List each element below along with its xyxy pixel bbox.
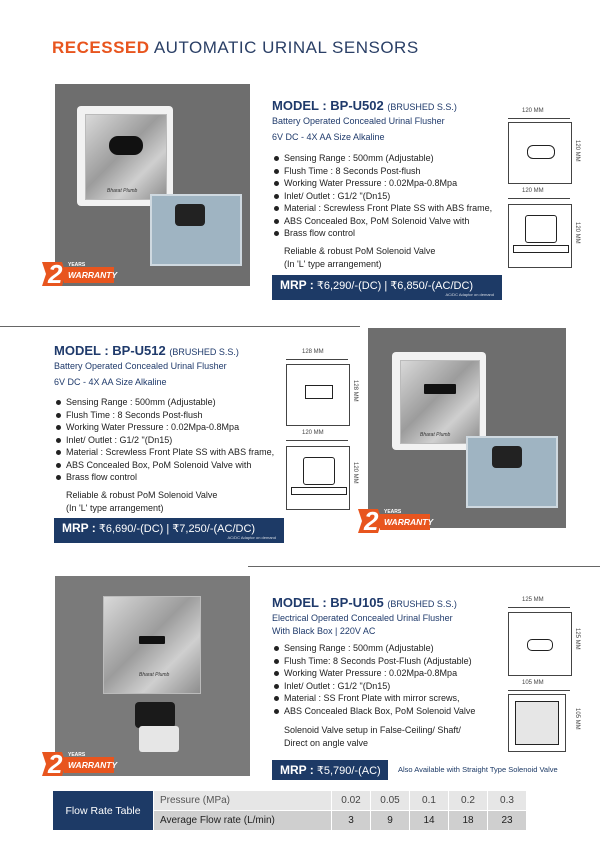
warranty-label: WARRANTY <box>68 760 118 770</box>
valve-note <box>66 489 217 514</box>
concealed-box-diagram <box>508 204 572 268</box>
spec-list-u105 <box>272 642 502 717</box>
page-title-accent: RECESSED <box>52 38 150 57</box>
pressure-cell: 0.2 <box>449 791 488 811</box>
dimension-label: 120 MM <box>574 222 580 244</box>
flow-cell: 3 <box>332 811 371 831</box>
mrp-label: MRP : <box>62 521 96 535</box>
warranty-years: 2 <box>48 259 63 289</box>
flow-cell: 9 <box>371 811 410 831</box>
spec-item: Material : SS Front Plate with mirror screws, <box>272 692 502 705</box>
spec-item: ABS Concealed Box, PoM Solenoid Valve with <box>54 459 284 472</box>
mrp-value: ₹6,290/-(DC) | ₹6,850/-(AC/DC) <box>316 280 474 292</box>
spec-item: Working Water Pressure : 0.02Mpa-0.8Mpa <box>54 421 284 434</box>
dimension-label: 105 MM <box>574 708 580 730</box>
note-line-2: Direct on angle valve <box>284 737 369 748</box>
dimension-label: 120 MM <box>522 188 544 194</box>
spec-item: Inlet/ Outlet : G1/2 "(Dn15) <box>54 434 284 447</box>
dimension-label: 120 MM <box>574 140 580 162</box>
pressure-cell: 0.3 <box>488 791 527 811</box>
spec-item: Brass flow control <box>272 227 502 240</box>
mrp-label: MRP : <box>280 278 314 292</box>
spec-item: Brass flow control <box>54 471 284 484</box>
note-line-1: Reliable & robust PoM Solenoid Valve <box>284 246 436 256</box>
spec-item: Material : Screwless Front Plate SS with ABS frame, <box>272 202 502 215</box>
note-line-2: (In 'L' type arrangement) <box>284 258 382 269</box>
page-title <box>52 38 419 58</box>
pressure-cell: 0.1 <box>410 791 449 811</box>
spec-item: Working Water Pressure : 0.02Mpa-0.8Mpa <box>272 177 502 190</box>
spec-item: Working Water Pressure : 0.02Mpa-0.8Mpa <box>272 667 502 680</box>
spec-item: Flush Time : 8 Seconds Post-flush <box>272 165 502 178</box>
section-divider <box>248 566 600 567</box>
flow-table-header-text: Flow Rate Table <box>65 804 141 817</box>
warranty-years: 2 <box>48 749 63 779</box>
spec-list-u512 <box>54 396 284 484</box>
note-line-1: Reliable & robust PoM Solenoid Valve <box>66 490 218 500</box>
model-finish: (BRUSHED S.S.) <box>387 599 457 609</box>
front-plate-diagram <box>508 122 572 184</box>
product-photo-u502 <box>55 84 250 286</box>
note-line-2: (In 'L' type arrangement) <box>66 502 164 513</box>
flow-cell: 23 <box>488 811 527 831</box>
flow-cell: 14 <box>410 811 449 831</box>
front-plate-diagram <box>508 612 572 676</box>
pressure-row-label: Pressure (MPa) <box>154 791 332 811</box>
dimension-label: 125 MM <box>574 628 580 650</box>
section-divider <box>0 326 360 327</box>
spec-item: Flush Time : 8 Seconds Post-flush <box>54 409 284 422</box>
spec-item: Inlet/ Outlet : G1/2 "(Dn15) <box>272 680 502 693</box>
flow-table-header <box>53 791 154 831</box>
model-finish: (BRUSHED S.S.) <box>387 102 457 112</box>
warranty-badge <box>40 748 116 780</box>
dimension-label: 128 MM <box>352 380 358 402</box>
product-description <box>272 115 445 144</box>
dimension-label: 120 MM <box>352 462 358 484</box>
warranty-label: WARRANTY <box>68 270 118 280</box>
warranty-years-label: YEARS <box>68 262 86 268</box>
description-line-2: 6V DC - 4X AA Size Alkaline <box>54 377 167 387</box>
model-title-u512 <box>54 343 239 358</box>
warranty-label: WARRANTY <box>384 517 434 527</box>
description-line-2: With Black Box | 220V AC <box>272 626 376 636</box>
model-name: MODEL : BP-U512 <box>54 343 166 358</box>
mrp-value: ₹5,790/-(AC) <box>316 765 381 777</box>
product-photo-u512 <box>368 328 566 528</box>
description-line-1: Battery Operated Concealed Urinal Flusher <box>54 361 227 371</box>
warranty-years: 2 <box>364 506 379 536</box>
concealed-box-diagram <box>286 446 350 510</box>
description-line-1: Battery Operated Concealed Urinal Flusher <box>272 116 445 126</box>
description-line-1: Electrical Operated Concealed Urinal Flusher <box>272 613 453 623</box>
pressure-cell: 0.02 <box>332 791 371 811</box>
dimension-label: 120 MM <box>522 108 544 114</box>
spec-item: Sensing Range : 500mm (Adjustable) <box>272 642 502 655</box>
page-title-rest: AUTOMATIC URINAL SENSORS <box>153 38 419 57</box>
front-plate-diagram <box>286 364 350 426</box>
flow-cell: 18 <box>449 811 488 831</box>
spec-list-u502 <box>272 152 502 240</box>
pressure-cell: 0.05 <box>371 791 410 811</box>
model-title-u105 <box>272 595 457 610</box>
black-box-diagram <box>508 694 566 752</box>
brand-mark: Bharat Plumb <box>139 672 170 678</box>
model-finish: (BRUSHED S.S.) <box>169 347 239 357</box>
product-description <box>54 360 227 389</box>
spec-item: ABS Concealed Black Box, PoM Solenoid Valve <box>272 705 502 718</box>
flow-rate-table <box>52 790 527 831</box>
availability-note: Also Available with Straight Type Solenoid Valve <box>398 765 558 774</box>
model-name: MODEL : BP-U502 <box>272 98 384 113</box>
valve-note <box>284 724 461 749</box>
model-title-u502 <box>272 98 457 113</box>
spec-item: Sensing Range : 500mm (Adjustable) <box>272 152 502 165</box>
warranty-years-label: YEARS <box>68 752 86 758</box>
dimension-label: 128 MM <box>302 349 324 355</box>
dimension-label: 125 MM <box>522 597 544 603</box>
warranty-badge <box>356 505 432 537</box>
description-line-2: 6V DC - 4X AA Size Alkaline <box>272 132 385 142</box>
dimension-label: 105 MM <box>522 680 544 686</box>
spec-item: Flush Time: 8 Seconds Post-Flush (Adjustable) <box>272 655 502 668</box>
mrp-price-u512 <box>54 518 284 543</box>
mrp-price-u502 <box>272 275 502 300</box>
mrp-price-u105 <box>272 760 388 780</box>
brand-mark: Bharat Plumb <box>420 432 451 438</box>
spec-item: Material : Screwless Front Plate SS with ABS frame, <box>54 446 284 459</box>
brand-mark: Bharat Plumb <box>107 188 138 194</box>
mrp-footnote: AC/DC Adaptor on demand <box>227 535 276 540</box>
spec-item: Inlet/ Outlet : G1/2 "(Dn15) <box>272 190 502 203</box>
note-line-1: Solenoid Valve setup in False-Ceiling/ Shaft/ <box>284 725 461 735</box>
model-name: MODEL : BP-U105 <box>272 595 384 610</box>
warranty-years-label: YEARS <box>384 509 402 515</box>
mrp-footnote: AC/DC Adaptor on demand <box>445 292 494 297</box>
product-photo-u105 <box>55 576 250 776</box>
spec-item: ABS Concealed Box, PoM Solenoid Valve with <box>272 215 502 228</box>
warranty-badge <box>40 258 116 290</box>
mrp-label: MRP : <box>280 763 314 777</box>
valve-note <box>284 245 435 270</box>
flow-row-label: Average Flow rate (L/min) <box>154 811 332 831</box>
spec-item: Sensing Range : 500mm (Adjustable) <box>54 396 284 409</box>
mrp-value: ₹6,690/-(DC) | ₹7,250/-(AC/DC) <box>98 523 256 535</box>
dimension-label: 120 MM <box>302 430 324 436</box>
product-description <box>272 612 453 638</box>
